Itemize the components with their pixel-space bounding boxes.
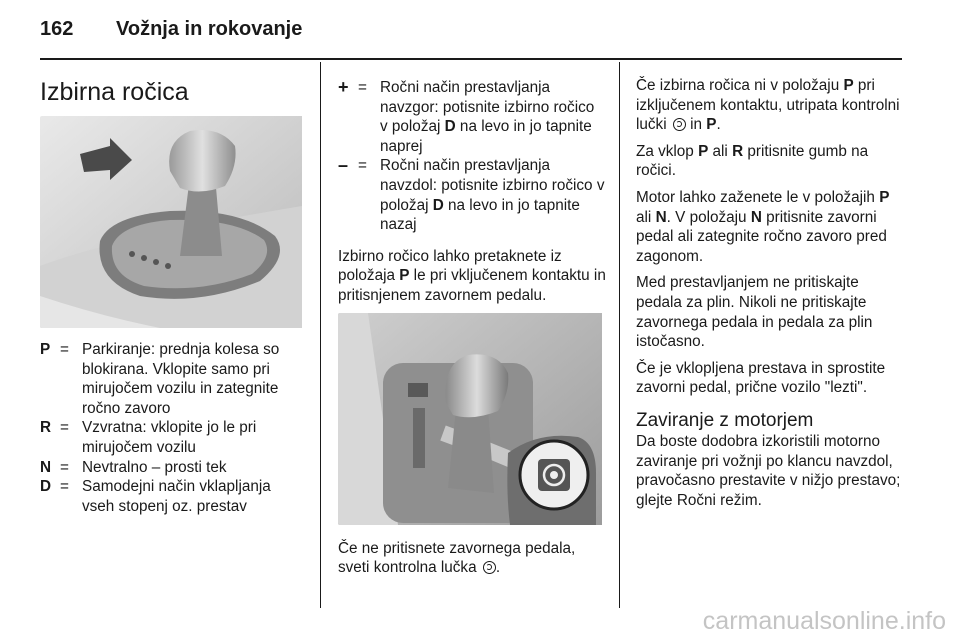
header-rule	[40, 58, 902, 60]
text-run-bold: D	[444, 118, 456, 136]
page-header	[40, 18, 302, 41]
column-3	[636, 62, 906, 517]
definition-text	[380, 156, 606, 234]
definition-key: R	[40, 419, 52, 437]
position-definitions	[40, 340, 306, 516]
text-run: na levo in jo tapnite nazaj	[380, 196, 580, 234]
plus-icon: +	[338, 77, 349, 97]
paragraph: Da boste dodobra izkoristili motorno zaviranje pri vožnji po klancu navzdol, pravočasno prestavite v nižjo prestavo; glejte Ročni režim.	[636, 432, 901, 509]
text-run: Če izbirna ročica ni v položaju	[636, 77, 844, 94]
text-run-bold: R	[732, 142, 744, 160]
page-number: 162	[40, 18, 74, 40]
definition-text: Nevtralno – prosti tek	[82, 458, 227, 476]
gear-selector-illustration	[40, 116, 302, 328]
subsection-title: Zaviranje z motorjem	[636, 409, 814, 431]
column-2	[338, 62, 606, 585]
chapter-title: Vožnja in rokovanje	[116, 18, 303, 40]
manual-mode-definitions	[338, 78, 606, 235]
text-run-bold: P	[843, 77, 854, 94]
definition-row	[40, 477, 306, 516]
text-run-bold: N	[750, 208, 762, 226]
definition-row-plus	[338, 78, 606, 156]
definition-equals: =	[358, 79, 367, 96]
definition-key: P	[40, 341, 51, 358]
definition-row	[40, 418, 306, 457]
watermark: carmanualsonline.info	[702, 607, 946, 635]
definition-row-minus	[338, 156, 606, 234]
text-run: na levo in jo tapnite naprej	[380, 118, 592, 155]
definition-equals: =	[358, 157, 367, 175]
text-run: Za vklop	[636, 142, 699, 160]
definition-equals: =	[60, 478, 69, 496]
text-run: pri izključenem kontaktu, utripata kontrolni lučki	[636, 77, 900, 134]
brake-indicator-photo	[338, 313, 606, 525]
paragraph: Če je vklopljena prestava in sprostite zavorni pedal, prične vozilo "lezti".	[636, 359, 886, 397]
text-run: .	[495, 559, 501, 577]
definition-key: N	[40, 458, 52, 476]
text-run-bold: P	[706, 116, 717, 134]
paragraph	[338, 539, 606, 578]
column-1	[40, 62, 306, 524]
text-run-bold: D	[432, 196, 444, 214]
definition-equals: =	[60, 458, 69, 476]
definition-text	[380, 78, 606, 156]
text-run: ali	[708, 142, 733, 160]
column-divider	[619, 62, 620, 608]
minus-icon: –	[338, 155, 349, 176]
paragraph: Med prestavljanjem ne pritiskajte pedala za plin. Nikoli ne pritiskajte zavornega pedala in pedala za plin istočasno.	[636, 274, 873, 351]
brake-indicator-illustration	[338, 313, 602, 525]
text-run: in	[685, 116, 707, 134]
definition-row	[40, 458, 306, 478]
text-run-bold: P	[879, 188, 890, 206]
text-run-bold: P	[698, 142, 709, 160]
text-run: Ročni način prestavljanja navzgor: potisnite izbirno ročico v položaj	[380, 79, 595, 136]
definition-text: Vzvratna: vklopite jo le pri mirujočem vozilu	[82, 419, 257, 456]
text-run: le pri vključenem kontaktu in pritisnjenem zavornem pedalu.	[338, 267, 606, 304]
gear-selector-photo	[40, 116, 306, 328]
text-run: Izbirno ročico lahko pretaknete iz položaja	[338, 247, 562, 285]
text-run: .	[716, 116, 721, 134]
brake-warning-icon	[483, 561, 496, 574]
definition-text: Parkiranje: prednja kolesa so blokirana. Vklopite samo pri mirujočem vozilu in zategnite ročno zavoro	[82, 341, 280, 417]
text-run: Motor lahko zaženete le v položajih	[636, 188, 880, 206]
column-divider	[320, 62, 321, 608]
definition-row	[40, 340, 306, 418]
text-run: Ročni način prestavljanja navzdol: potisnite izbirno ročico v položaj	[380, 157, 605, 214]
definition-equals: =	[60, 341, 69, 358]
text-run: Če ne pritisnete zavornega pedala, sveti kontrolna lučka	[338, 539, 576, 577]
text-run: . V položaju	[666, 208, 751, 226]
text-run: ali	[636, 208, 656, 226]
text-run-bold: P	[399, 267, 410, 285]
paragraph	[636, 188, 906, 266]
text-run: pritisnite gumb na ročici.	[636, 142, 869, 180]
section-title: Izbirna ročica	[40, 78, 189, 106]
definition-equals: =	[60, 419, 69, 437]
definition-text: Samodejni način vklapljanja vseh stopenj oz. prestav	[82, 478, 271, 515]
text-run: pritisnite zavorni pedal ali zategnite ročno zavoro pred zagonom.	[636, 208, 887, 265]
definition-key: D	[40, 478, 52, 496]
text-run-bold: N	[655, 208, 667, 226]
brake-warning-icon	[673, 118, 686, 131]
paragraph	[636, 76, 906, 135]
paragraph	[338, 247, 606, 306]
paragraph	[636, 142, 906, 181]
